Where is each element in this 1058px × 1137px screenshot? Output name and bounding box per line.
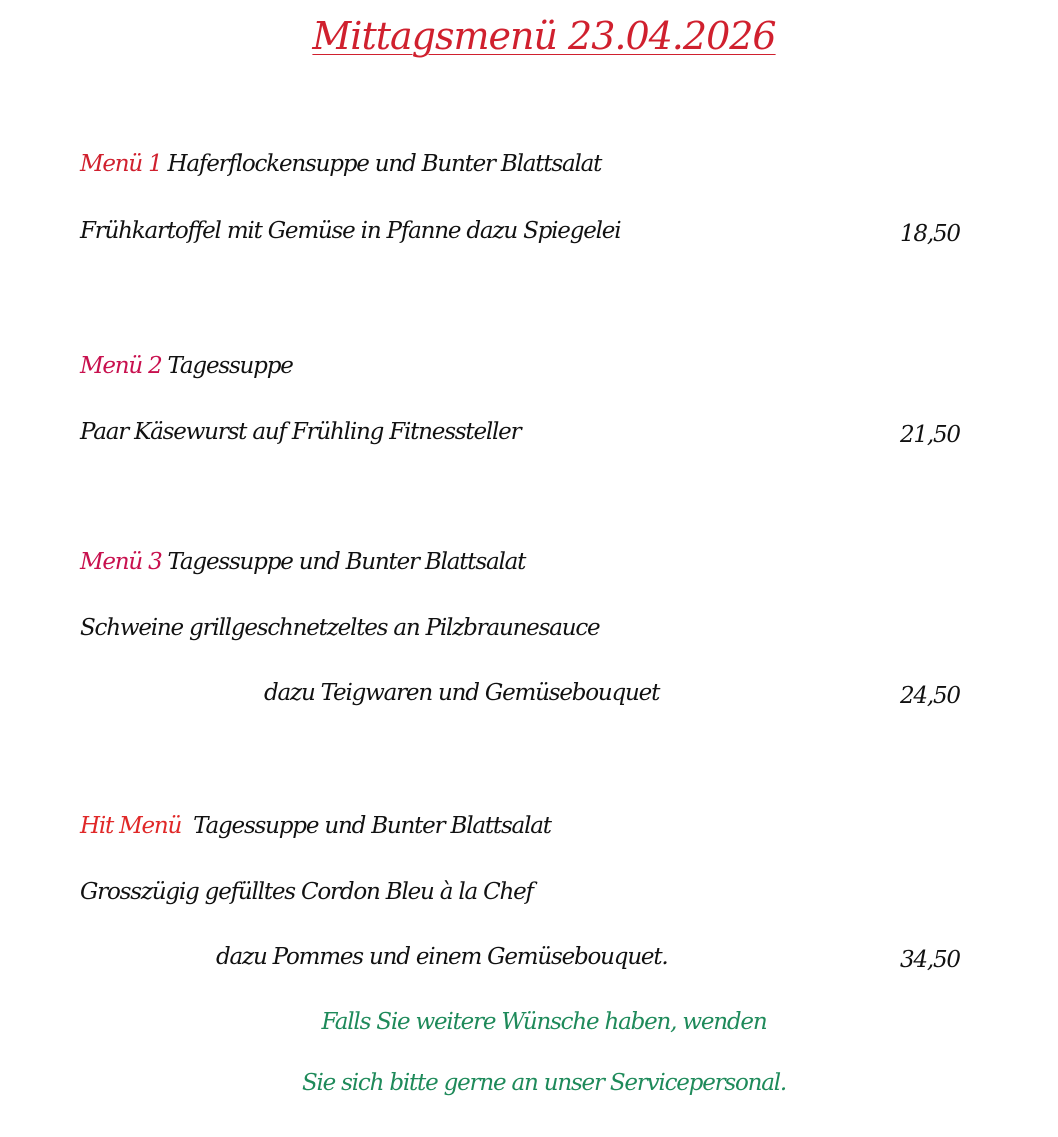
menu-1-heading — [80, 153, 601, 176]
hit-menu-heading — [80, 815, 551, 838]
menu-2-heading — [80, 355, 293, 378]
menu-3-line-2: Schweine grillgeschnetzeltes an Pilzbraunesauce — [80, 615, 600, 641]
menu-1-line-1: Haferflockensuppe und Bunter Blattsalat — [167, 151, 602, 177]
footer-note-line-2: Sie sich bitte gerne an unser Servicepersonal. — [301, 1070, 787, 1096]
menu-1-line-2: Frühkartoffel mit Gemüse in Pfanne dazu Spiegelei — [80, 218, 621, 244]
menu-3-label: Menü 3 — [80, 549, 162, 575]
menu-2-price: 21,50 — [900, 422, 960, 448]
menu-1-price: 18,50 — [900, 221, 960, 247]
hit-menu-label: Hit Menü — [80, 813, 182, 839]
hit-menu-line-3: dazu Pommes und einem Gemüsebouquet. — [216, 944, 668, 970]
menu-title: Mittagsmenü 23.04.2026 — [312, 14, 776, 58]
hit-menu-line-1: Tagessuppe und Bunter Blattsalat — [193, 813, 551, 839]
menu-3-line-1: Tagessuppe und Bunter Blattsalat — [167, 549, 526, 575]
menu-1-label: Menü 1 — [80, 151, 162, 177]
menu-2-line-2: Paar Käsewurst auf Frühling Fitnessteller — [80, 419, 521, 445]
menu-3-line-3: dazu Teigwaren und Gemüsebouquet — [264, 680, 660, 706]
hit-menu-price: 34,50 — [900, 947, 960, 973]
hit-menu-line-2: Grosszügig gefülltes Cordon Bleu à la Chef — [80, 879, 533, 905]
menu-3-price: 24,50 — [900, 683, 960, 709]
footer-note-line-1: Falls Sie weitere Wünsche haben, wenden — [321, 1009, 767, 1035]
menu-2-label: Menü 2 — [80, 353, 162, 379]
menu-2-line-1: Tagessuppe — [167, 353, 293, 379]
menu-3-heading — [80, 551, 525, 574]
